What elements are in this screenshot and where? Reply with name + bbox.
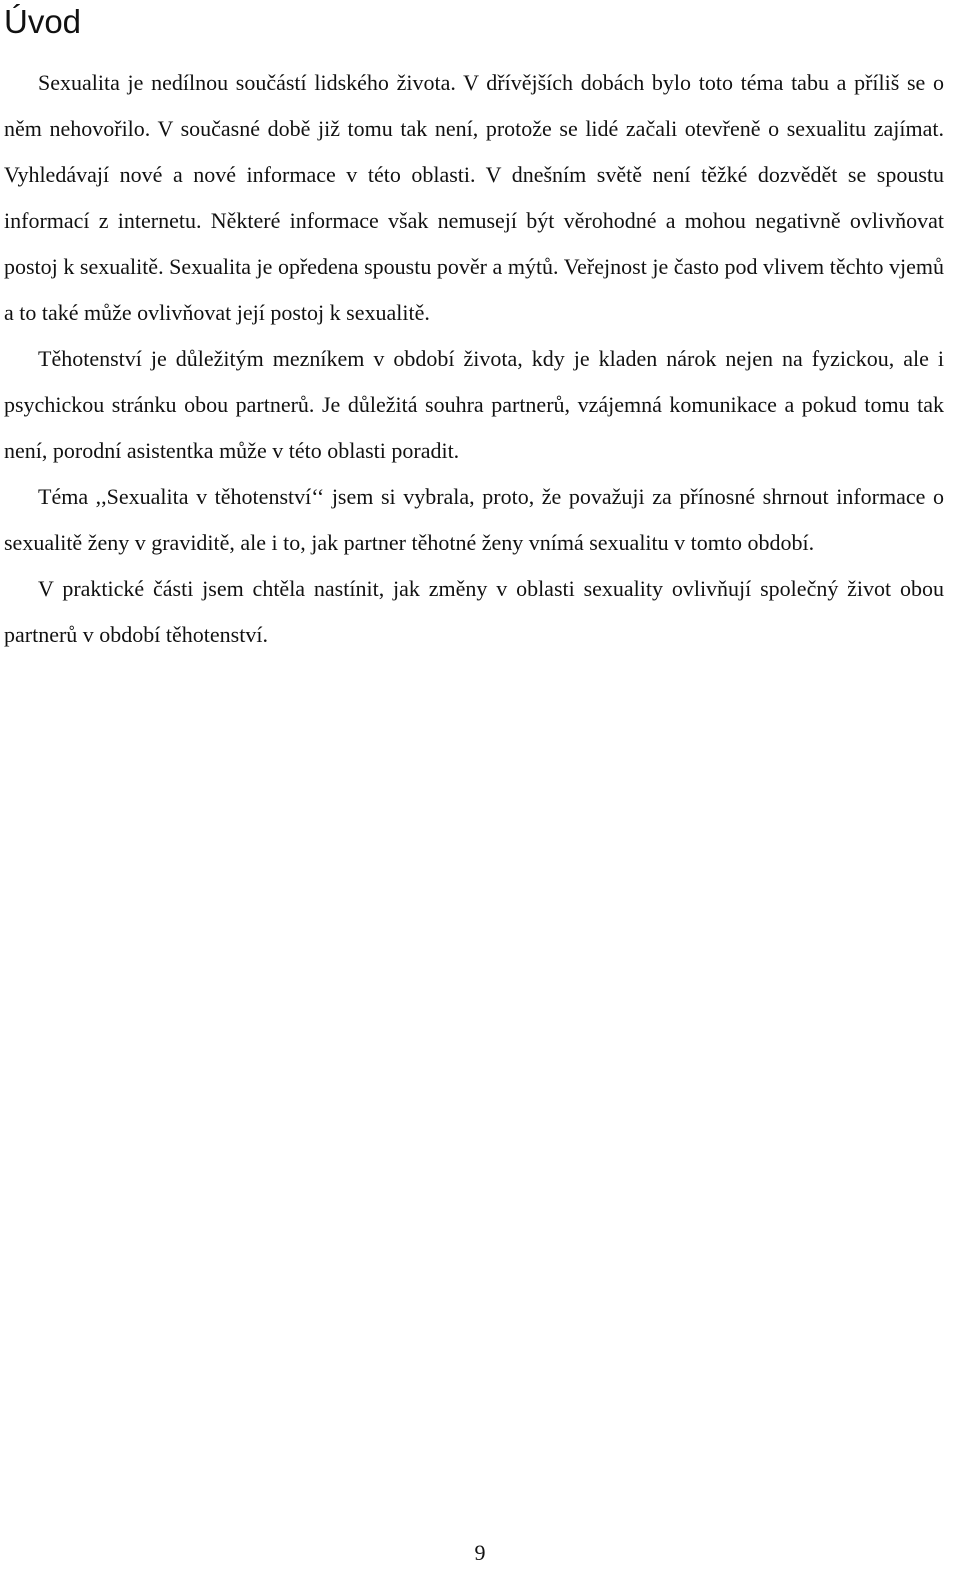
page-number: 9 — [474, 1540, 486, 1565]
paragraph-intro: Sexualita je nedílnou součástí lidského života. V dřívějších dobách bylo toto téma tabu a příliš se o něm nehovořilo. V současné době již tomu tak není, protože se lidé začali otevřeně o sexualitu zajímat. Vyhledávají nové a nové informace v této oblasti. V dnešním světě není těžké dozvědět se spoustu informací z internetu. Některé informace však nemusejí být věrohodné a mohou negativně ovlivňovat postoj k sexualitě. Sexualita je opředena spoustu pověr a mýtů. Veřejnost je často pod vlivem těchto vjemů a to také může ovlivňovat její postoj k sexualitě. — [4, 70, 944, 325]
page-title: Úvod — [4, 3, 82, 40]
document-body — [4, 60, 944, 658]
paragraph-pregnancy: Těhotenství je důležitým mezníkem v období života, kdy je kladen nárok nejen na fyzickou, ale i psychickou stránku obou partnerů. Je důležitá souhra partnerů, vzájemná komunikace a pokud tomu tak není, porodní asistentka může v této oblasti poradit. — [4, 346, 944, 463]
paragraph-practical: V praktické části jsem chtěla nastínit, jak změny v oblasti sexuality ovlivňují společný život obou partnerů v období těhotenství. — [4, 576, 944, 647]
paragraph-topic: Téma ,,Sexualita v těhotenství‘‘ jsem si vybrala, proto, že považuji za přínosné shrnout informace o sexualitě ženy v graviditě, ale i to, jak partner těhotné ženy vnímá sexualitu v tomto období. — [4, 484, 944, 555]
